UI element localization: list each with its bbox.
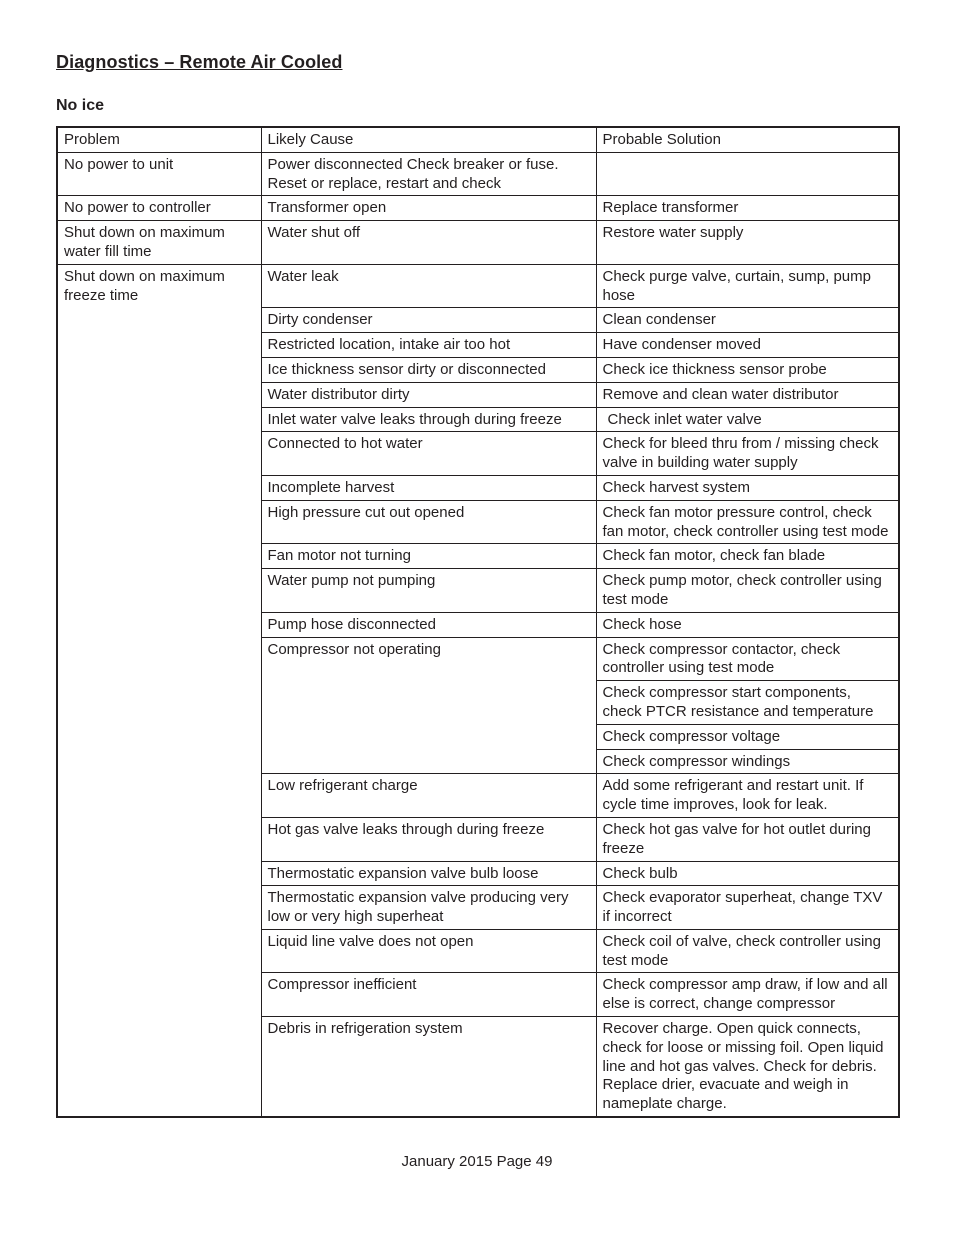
solution-cell: Check compressor voltage <box>596 724 899 749</box>
section-subtitle: No ice <box>56 97 105 114</box>
solution-cell: Check fan motor pressure control, check fan motor, check controller using test mode <box>596 500 899 544</box>
solution-cell: Check compressor windings <box>596 749 899 774</box>
cause-cell: Incomplete harvest <box>261 475 596 500</box>
solution-cell: Clean condenser <box>596 308 899 333</box>
solution-cell: Replace transformer <box>596 196 899 221</box>
solution-cell: Check pump motor, check controller using test mode <box>596 569 899 613</box>
solution-cell: Check purge valve, curtain, sump, pump hose <box>596 264 899 308</box>
solution-cell: Check for bleed thru from / missing check valve in building water supply <box>596 432 899 476</box>
cause-cell: Water distributor dirty <box>261 382 596 407</box>
cause-cell: High pressure cut out opened <box>261 500 596 544</box>
solution-cell: Check evaporator superheat, change TXV if incorrect <box>596 886 899 930</box>
cause-cell: Power disconnected Check breaker or fuse. Reset or replace, restart and check <box>261 152 596 196</box>
header-problem: Problem <box>57 127 261 152</box>
solution-cell: Check compressor start components, check PTCR resistance and temperature <box>596 681 899 725</box>
solution-cell: Restore water supply <box>596 221 899 265</box>
solution-cell: Remove and clean water distributor <box>596 382 899 407</box>
cause-cell: Restricted location, intake air too hot <box>261 333 596 358</box>
table-row <box>57 221 899 265</box>
cause-cell: Debris in refrigeration system <box>261 1017 596 1117</box>
cause-cell: Thermostatic expansion valve producing very low or very high superheat <box>261 886 596 930</box>
cause-cell: Connected to hot water <box>261 432 596 476</box>
solution-cell: Add some refrigerant and restart unit. If cycle time improves, look for leak. <box>596 774 899 818</box>
cause-cell: Ice thickness sensor dirty or disconnected <box>261 357 596 382</box>
solution-cell: Check coil of valve, check controller using test mode <box>596 929 899 973</box>
cause-cell: Compressor not operating <box>261 637 596 774</box>
cause-cell: Water shut off <box>261 221 596 265</box>
table-row <box>57 196 899 221</box>
header-likely-cause: Likely Cause <box>261 127 596 152</box>
solution-cell: Check ice thickness sensor probe <box>596 357 899 382</box>
problem-cell: No power to unit <box>57 152 261 196</box>
problem-cell: No power to controller <box>57 196 261 221</box>
diagnostics-table <box>56 126 900 1118</box>
cause-cell: Transformer open <box>261 196 596 221</box>
cause-cell: Low refrigerant charge <box>261 774 596 818</box>
cause-cell: Liquid line valve does not open <box>261 929 596 973</box>
solution-cell: Check compressor amp draw, if low and all else is correct, change compressor <box>596 973 899 1017</box>
page-title: Diagnostics – Remote Air Cooled <box>56 52 343 72</box>
table-row <box>57 264 899 308</box>
cause-cell: Pump hose disconnected <box>261 612 596 637</box>
solution-cell: Check hot gas valve for hot outlet during freeze <box>596 817 899 861</box>
cause-cell: Water pump not pumping <box>261 569 596 613</box>
table-row <box>57 152 899 196</box>
cause-cell: Inlet water valve leaks through during freeze <box>261 407 596 432</box>
solution-cell: Check compressor contactor, check controller using test mode <box>596 637 899 681</box>
header-probable-solution: Probable Solution <box>596 127 899 152</box>
solution-cell <box>596 152 899 196</box>
solution-cell: Check inlet water valve <box>596 407 899 432</box>
cause-cell: Compressor inefficient <box>261 973 596 1017</box>
cause-cell: Fan motor not turning <box>261 544 596 569</box>
page-footer: January 2015 Page 49 <box>401 1153 553 1170</box>
solution-cell: Check fan motor, check fan blade <box>596 544 899 569</box>
solution-cell: Check harvest system <box>596 475 899 500</box>
solution-cell: Check bulb <box>596 861 899 886</box>
problem-cell: Shut down on maximum water fill time <box>57 221 261 265</box>
solution-cell: Check hose <box>596 612 899 637</box>
cause-cell: Dirty condenser <box>261 308 596 333</box>
table-header-row <box>57 127 899 152</box>
solution-cell: Have condenser moved <box>596 333 899 358</box>
solution-cell: Recover charge. Open quick connects, check for loose or missing foil. Open liquid line and hot gas valves. Check for debris. Replace drier, evacuate and weigh in nameplate charge. <box>596 1017 899 1117</box>
problem-cell: Shut down on maximum freeze time <box>57 264 261 1117</box>
cause-cell: Water leak <box>261 264 596 308</box>
cause-cell: Hot gas valve leaks through during freeze <box>261 817 596 861</box>
cause-cell: Thermostatic expansion valve bulb loose <box>261 861 596 886</box>
